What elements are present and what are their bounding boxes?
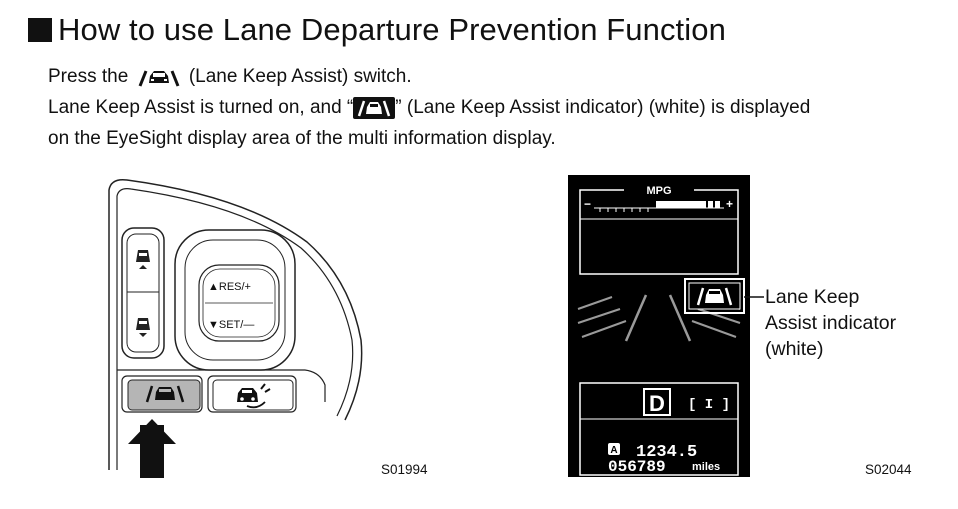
figure-code-left: S01994 <box>381 462 428 477</box>
gear-indicator: D <box>649 391 665 416</box>
gear-extra-indicator: [ I ] <box>688 397 731 413</box>
set-minus-label: ▼SET/— <box>208 319 255 331</box>
odometer-value: 056789 <box>608 458 666 476</box>
heading-square-bullet <box>28 18 52 42</box>
trip-a-label: A <box>610 445 618 456</box>
figure-code-right: S02044 <box>865 462 912 477</box>
instruction-line-3: on the EyeSight display area of the multi information display. <box>48 128 556 149</box>
instruction-line-1: Press the (Lane Keep Assist) switch. <box>48 66 412 88</box>
mpg-plus: + <box>726 197 734 211</box>
multi-information-display-figure <box>568 175 750 477</box>
trip-value: 1234.5 <box>636 443 698 462</box>
lane-keep-assist-icon <box>134 66 184 88</box>
res-plus-label: ▲RES/+ <box>208 281 251 293</box>
mpg-label: MPG <box>646 185 672 197</box>
steering-wheel-switch-figure <box>95 170 375 480</box>
press-arrow-head <box>128 419 176 444</box>
mpg-minus: − <box>584 197 592 211</box>
page-title: How to use Lane Departure Prevention Function <box>58 12 726 47</box>
lane-keep-assist-indicator-icon <box>353 97 395 119</box>
section-heading <box>28 10 726 50</box>
lane-keep-indicator-callout: Lane Keep Assist indicator (white) <box>765 286 897 360</box>
instruction-line-2: Lane Keep Assist is turned on, and “ ” (Lane Keep Assist indicator) (white) is displayed <box>48 97 811 119</box>
odometer-unit: miles <box>692 461 721 473</box>
mpg-level-bar <box>656 201 706 208</box>
